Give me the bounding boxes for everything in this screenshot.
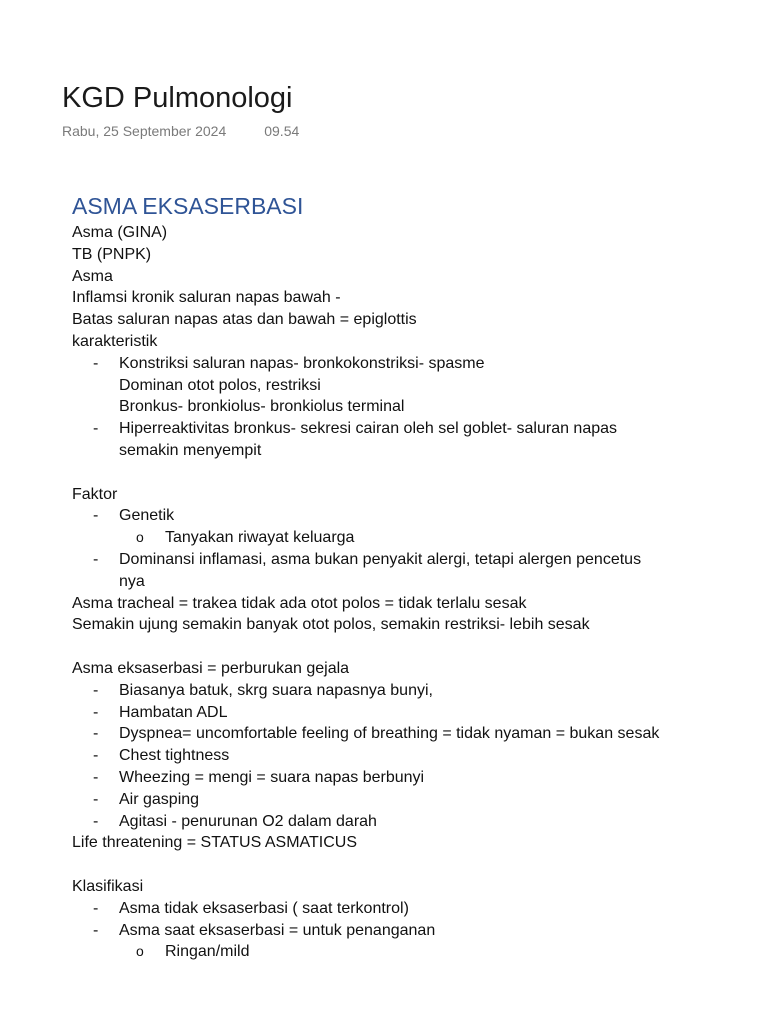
list-item [72,767,732,789]
circle-bullet: o [136,529,144,546]
dash-bullet: - [93,812,99,830]
note-date: Rabu, 25 September 2024 [62,123,227,139]
blank-line [72,636,732,658]
note-line: karakteristik [72,332,158,350]
page-title: KGD Pulmonologi [62,82,293,114]
list-item-text: Ringan/mild [165,943,250,961]
dash-bullet: - [93,725,99,743]
dash-bullet: - [93,747,99,765]
list-item [72,505,732,527]
list-item-text: Wheezing = mengi = suara napas berbunyi [119,768,425,786]
list-item-text: Genetik [119,507,175,525]
list-item-text: Chest tightness [119,747,230,765]
list-item [72,353,732,418]
list-item [72,789,732,811]
list-item-text: Konstriksi saluran napas- bronkokonstriksi- spasme [119,354,485,372]
dash-bullet: - [93,921,99,939]
list-item-text: Biasanya batuk, skrg suara napasnya bunyi, [119,681,433,699]
note-meta [62,122,299,140]
dash-bullet: - [93,681,99,699]
list-item [72,418,732,462]
dash-bullet: - [93,899,99,917]
dash-bullet: - [93,550,99,568]
list-item [72,549,732,593]
blank-line [72,854,732,876]
note-line: Klasifikasi [72,877,144,895]
note-line: Asma tracheal = trakea tidak ada otot polos = tidak terlalu sesak [72,594,527,612]
list-item-text: Agitasi - penurunan O2 dalam darah [119,812,377,830]
sub-list-item [72,941,732,963]
list-item [72,811,732,833]
list-item-text: Asma tidak eksaserbasi ( saat terkontrol) [119,899,409,917]
list-item-text: Dyspnea= uncomfortable feeling of breathing = tidak nyaman = bukan sesak [119,725,660,743]
list-item-text: Dominan otot polos, restriksi [119,376,321,394]
list-item-text: Bronkus- bronkiolus- bronkiolus terminal [119,398,405,416]
list-item-text: semakin menyempit [119,441,262,459]
list-item [72,898,732,920]
note-line: Life threatening = STATUS ASMATICUS [72,834,357,852]
note-body[interactable] [72,190,732,961]
dash-bullet: - [93,768,99,786]
list-item [72,723,732,745]
note-line: Semakin ujung semakin banyak otot polos, semakin restriksi- lebih sesak [72,616,590,634]
dash-bullet: - [93,790,99,808]
list-item-text: Tanyakan riwayat keluarga [165,529,355,547]
list-item [72,680,732,702]
dash-bullet: - [93,420,99,438]
note-line: Asma [72,267,113,285]
circle-bullet: o [136,943,144,960]
list-item-text: Hiperreaktivitas bronkus- sekresi cairan oleh sel goblet- saluran napas [119,420,618,438]
note-line: Batas saluran napas atas dan bawah = epiglottis [72,311,417,329]
list-item-text: Hambatan ADL [119,703,228,721]
list-item [72,702,732,724]
list-item-text: Asma saat eksaserbasi = untuk penanganan [119,921,436,939]
list-item [72,745,732,767]
list-item-text: nya [119,572,145,590]
note-time: 09.54 [264,123,300,139]
blank-line [72,462,732,484]
list-item [72,920,732,942]
sub-list-item [72,527,732,549]
dash-bullet: - [93,703,99,721]
note-line: Asma (GINA) [72,224,168,241]
note-line: Asma eksaserbasi = perburukan gejala [72,659,350,677]
dash-bullet: - [93,507,99,525]
note-line: Faktor [72,485,118,503]
section-heading: ASMA EKSASERBASI [72,193,304,219]
dash-bullet: - [93,354,99,372]
note-line: Inflamsi kronik saluran napas bawah - [72,289,341,307]
list-item-text: Air gasping [119,790,200,808]
list-item-text: Dominansi inflamasi, asma bukan penyakit alergi, tetapi alergen pencetus [119,550,642,568]
note-line: TB (PNPK) [72,245,152,263]
